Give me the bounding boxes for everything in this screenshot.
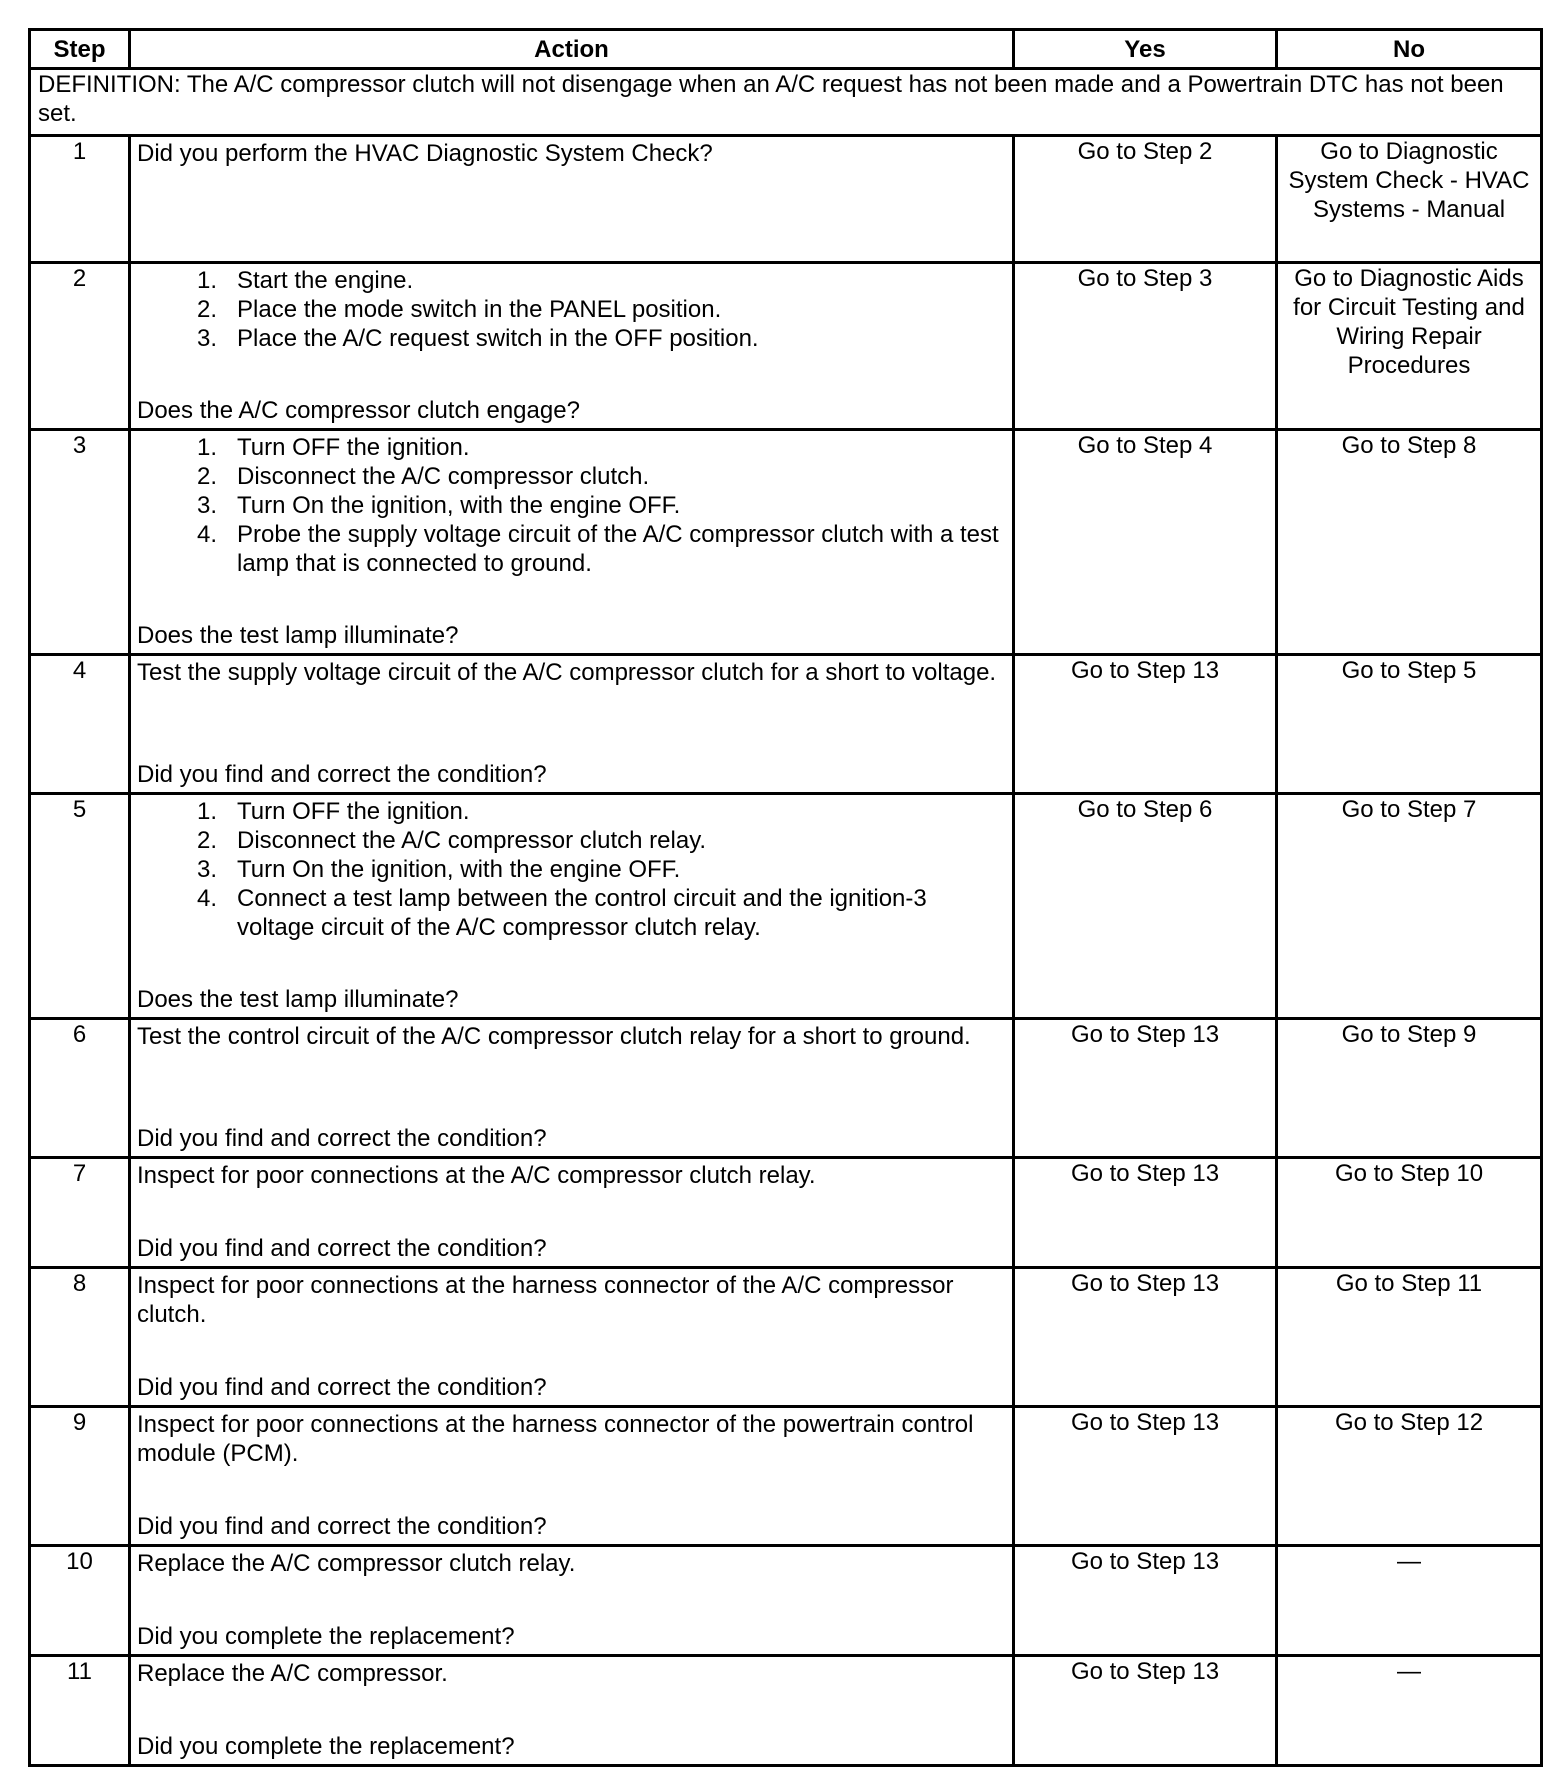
step-number: 10 [30,1546,130,1656]
procedure-item-text: Connect a test lamp between the control circuit and the ignition-3 voltage circuit of the A/C compressor clutch relay. [237,885,927,941]
procedure-item-number: 3. [196,856,217,883]
action-instructions [137,1549,1006,1578]
yes-result: Go to Step 13 [1014,1407,1277,1546]
action-question: Did you find and correct the condition? [137,1374,547,1401]
header-yes: Yes [1014,30,1277,69]
action-instructions [137,797,1006,942]
no-result: Go to Step 12 [1277,1407,1542,1546]
header-action: Action [130,30,1014,69]
step-number: 1 [30,136,130,263]
yes-result: Go to Step 13 [1014,1019,1277,1158]
procedure-item [137,884,1006,942]
yes-result: Go to Step 4 [1014,430,1277,655]
procedure-item-text: Disconnect the A/C compressor clutch relay. [237,827,707,854]
action-text: Test the supply voltage circuit of the A/C compressor clutch for a short to voltage. [137,659,997,686]
action-instructions [137,1271,1006,1329]
action-instructions [137,433,1006,578]
procedure-item-number: 3. [196,492,217,519]
procedure-item [137,266,1006,295]
yes-result: Go to Step 13 [1014,1268,1277,1407]
no-result: Go to Step 8 [1277,430,1542,655]
action-question: Did you find and correct the condition? [137,1125,547,1152]
procedure-item-text: Place the mode switch in the PANEL position. [237,296,722,323]
procedure-item-number: 2. [196,296,217,323]
procedure-item-text: Turn On the ignition, with the engine OFF. [237,856,681,883]
procedure-item-number: 2. [196,463,217,490]
action-text: Replace the A/C compressor. [137,1660,448,1687]
yes-result: Go to Step 13 [1014,655,1277,794]
action-instructions [137,266,1006,353]
step-number: 8 [30,1268,130,1407]
yes-result: Go to Step 2 [1014,136,1277,263]
action-question: Does the test lamp illuminate? [137,986,459,1013]
header-step: Step [30,30,130,69]
step-number: 6 [30,1019,130,1158]
action-text: Inspect for poor connections at the harness connector of the powertrain control module (PCM). [137,1411,974,1467]
procedure-list [137,797,1006,942]
action-instructions [137,139,1006,168]
header-row [30,30,1542,69]
procedure-item-number: 4. [196,521,217,548]
table-row [30,1158,1542,1268]
procedure-item-text: Probe the supply voltage circuit of the A/C compressor clutch with a test lamp that is connected to ground. [237,521,999,577]
yes-result: Go to Step 13 [1014,1656,1277,1766]
yes-result: Go to Step 13 [1014,1158,1277,1268]
table-row [30,1656,1542,1766]
action-cell [130,136,1014,263]
action-question: Did you complete the replacement? [137,1623,515,1650]
action-text: Test the control circuit of the A/C compressor clutch relay for a short to ground. [137,1023,971,1050]
header-no: No [1277,30,1542,69]
table-row [30,263,1542,430]
diagnostic-table [28,28,1543,1767]
action-text: Inspect for poor connections at the A/C compressor clutch relay. [137,1162,816,1189]
action-cell [130,794,1014,1019]
procedure-item-text: Place the A/C request switch in the OFF position. [237,325,759,352]
table-row [30,1546,1542,1656]
no-result: Go to Diagnostic System Check - HVAC Systems - Manual [1277,136,1542,263]
yes-result: Go to Step 13 [1014,1546,1277,1656]
procedure-item-text: Turn On the ignition, with the engine OFF. [237,492,681,519]
procedure-item-text: Turn OFF the ignition. [237,434,470,461]
table-row [30,430,1542,655]
step-number: 7 [30,1158,130,1268]
action-instructions [137,1161,1006,1190]
procedure-item-number: 1. [196,434,217,461]
procedure-item [137,826,1006,855]
table-row [30,136,1542,263]
action-cell [130,1158,1014,1268]
definition-text: DEFINITION: The A/C compressor clutch will not disengage when an A/C request has not been made and a Powertrain DTC has not been set. [30,69,1542,136]
procedure-item-number: 1. [196,798,217,825]
action-text: Inspect for poor connections at the harness connector of the A/C compressor clutch. [137,1272,954,1328]
step-number: 9 [30,1407,130,1546]
action-cell [130,1656,1014,1766]
step-number: 4 [30,655,130,794]
procedure-item-text: Start the engine. [237,267,414,294]
table-row [30,794,1542,1019]
action-cell [130,655,1014,794]
procedure-list [137,266,1006,353]
step-number: 11 [30,1656,130,1766]
no-result: Go to Step 10 [1277,1158,1542,1268]
procedure-item-number: 4. [196,885,217,912]
table-row [30,655,1542,794]
procedure-item-text: Turn OFF the ignition. [237,798,470,825]
action-text: Replace the A/C compressor clutch relay. [137,1550,576,1577]
table-row [30,1019,1542,1158]
action-question: Does the A/C compressor clutch engage? [137,397,580,424]
procedure-item [137,433,1006,462]
procedure-item [137,520,1006,578]
step-number: 3 [30,430,130,655]
action-cell [130,1268,1014,1407]
table-row [30,1268,1542,1407]
procedure-list [137,433,1006,578]
no-result: Go to Step 5 [1277,655,1542,794]
procedure-item-number: 2. [196,827,217,854]
yes-result: Go to Step 3 [1014,263,1277,430]
action-cell [130,263,1014,430]
step-number: 5 [30,794,130,1019]
action-question: Does the test lamp illuminate? [137,622,459,649]
yes-result: Go to Step 6 [1014,794,1277,1019]
action-cell [130,1019,1014,1158]
action-question: Did you complete the replacement? [137,1733,515,1760]
procedure-item-text: Disconnect the A/C compressor clutch. [237,463,650,490]
procedure-item [137,491,1006,520]
action-instructions [137,1410,1006,1468]
no-result: Go to Step 11 [1277,1268,1542,1407]
procedure-item [137,462,1006,491]
procedure-item [137,855,1006,884]
action-instructions [137,658,1006,687]
action-instructions [137,1022,1006,1051]
action-cell [130,1546,1014,1656]
action-question: Did you find and correct the condition? [137,761,547,788]
action-cell [130,430,1014,655]
definition-row [30,69,1542,136]
action-question: Did you find and correct the condition? [137,1235,547,1262]
procedure-item [137,797,1006,826]
step-number: 2 [30,263,130,430]
action-question: Did you find and correct the condition? [137,1513,547,1540]
procedure-item-number: 3. [196,325,217,352]
procedure-item [137,295,1006,324]
no-result: — [1277,1656,1542,1766]
procedure-item [137,324,1006,353]
no-result: — [1277,1546,1542,1656]
action-cell [130,1407,1014,1546]
no-result: Go to Diagnostic Aids for Circuit Testing and Wiring Repair Procedures [1277,263,1542,430]
table-row [30,1407,1542,1546]
no-result: Go to Step 9 [1277,1019,1542,1158]
action-instructions [137,1659,1006,1688]
no-result: Go to Step 7 [1277,794,1542,1019]
procedure-item-number: 1. [196,267,217,294]
action-text: Did you perform the HVAC Diagnostic System Check? [137,140,713,167]
